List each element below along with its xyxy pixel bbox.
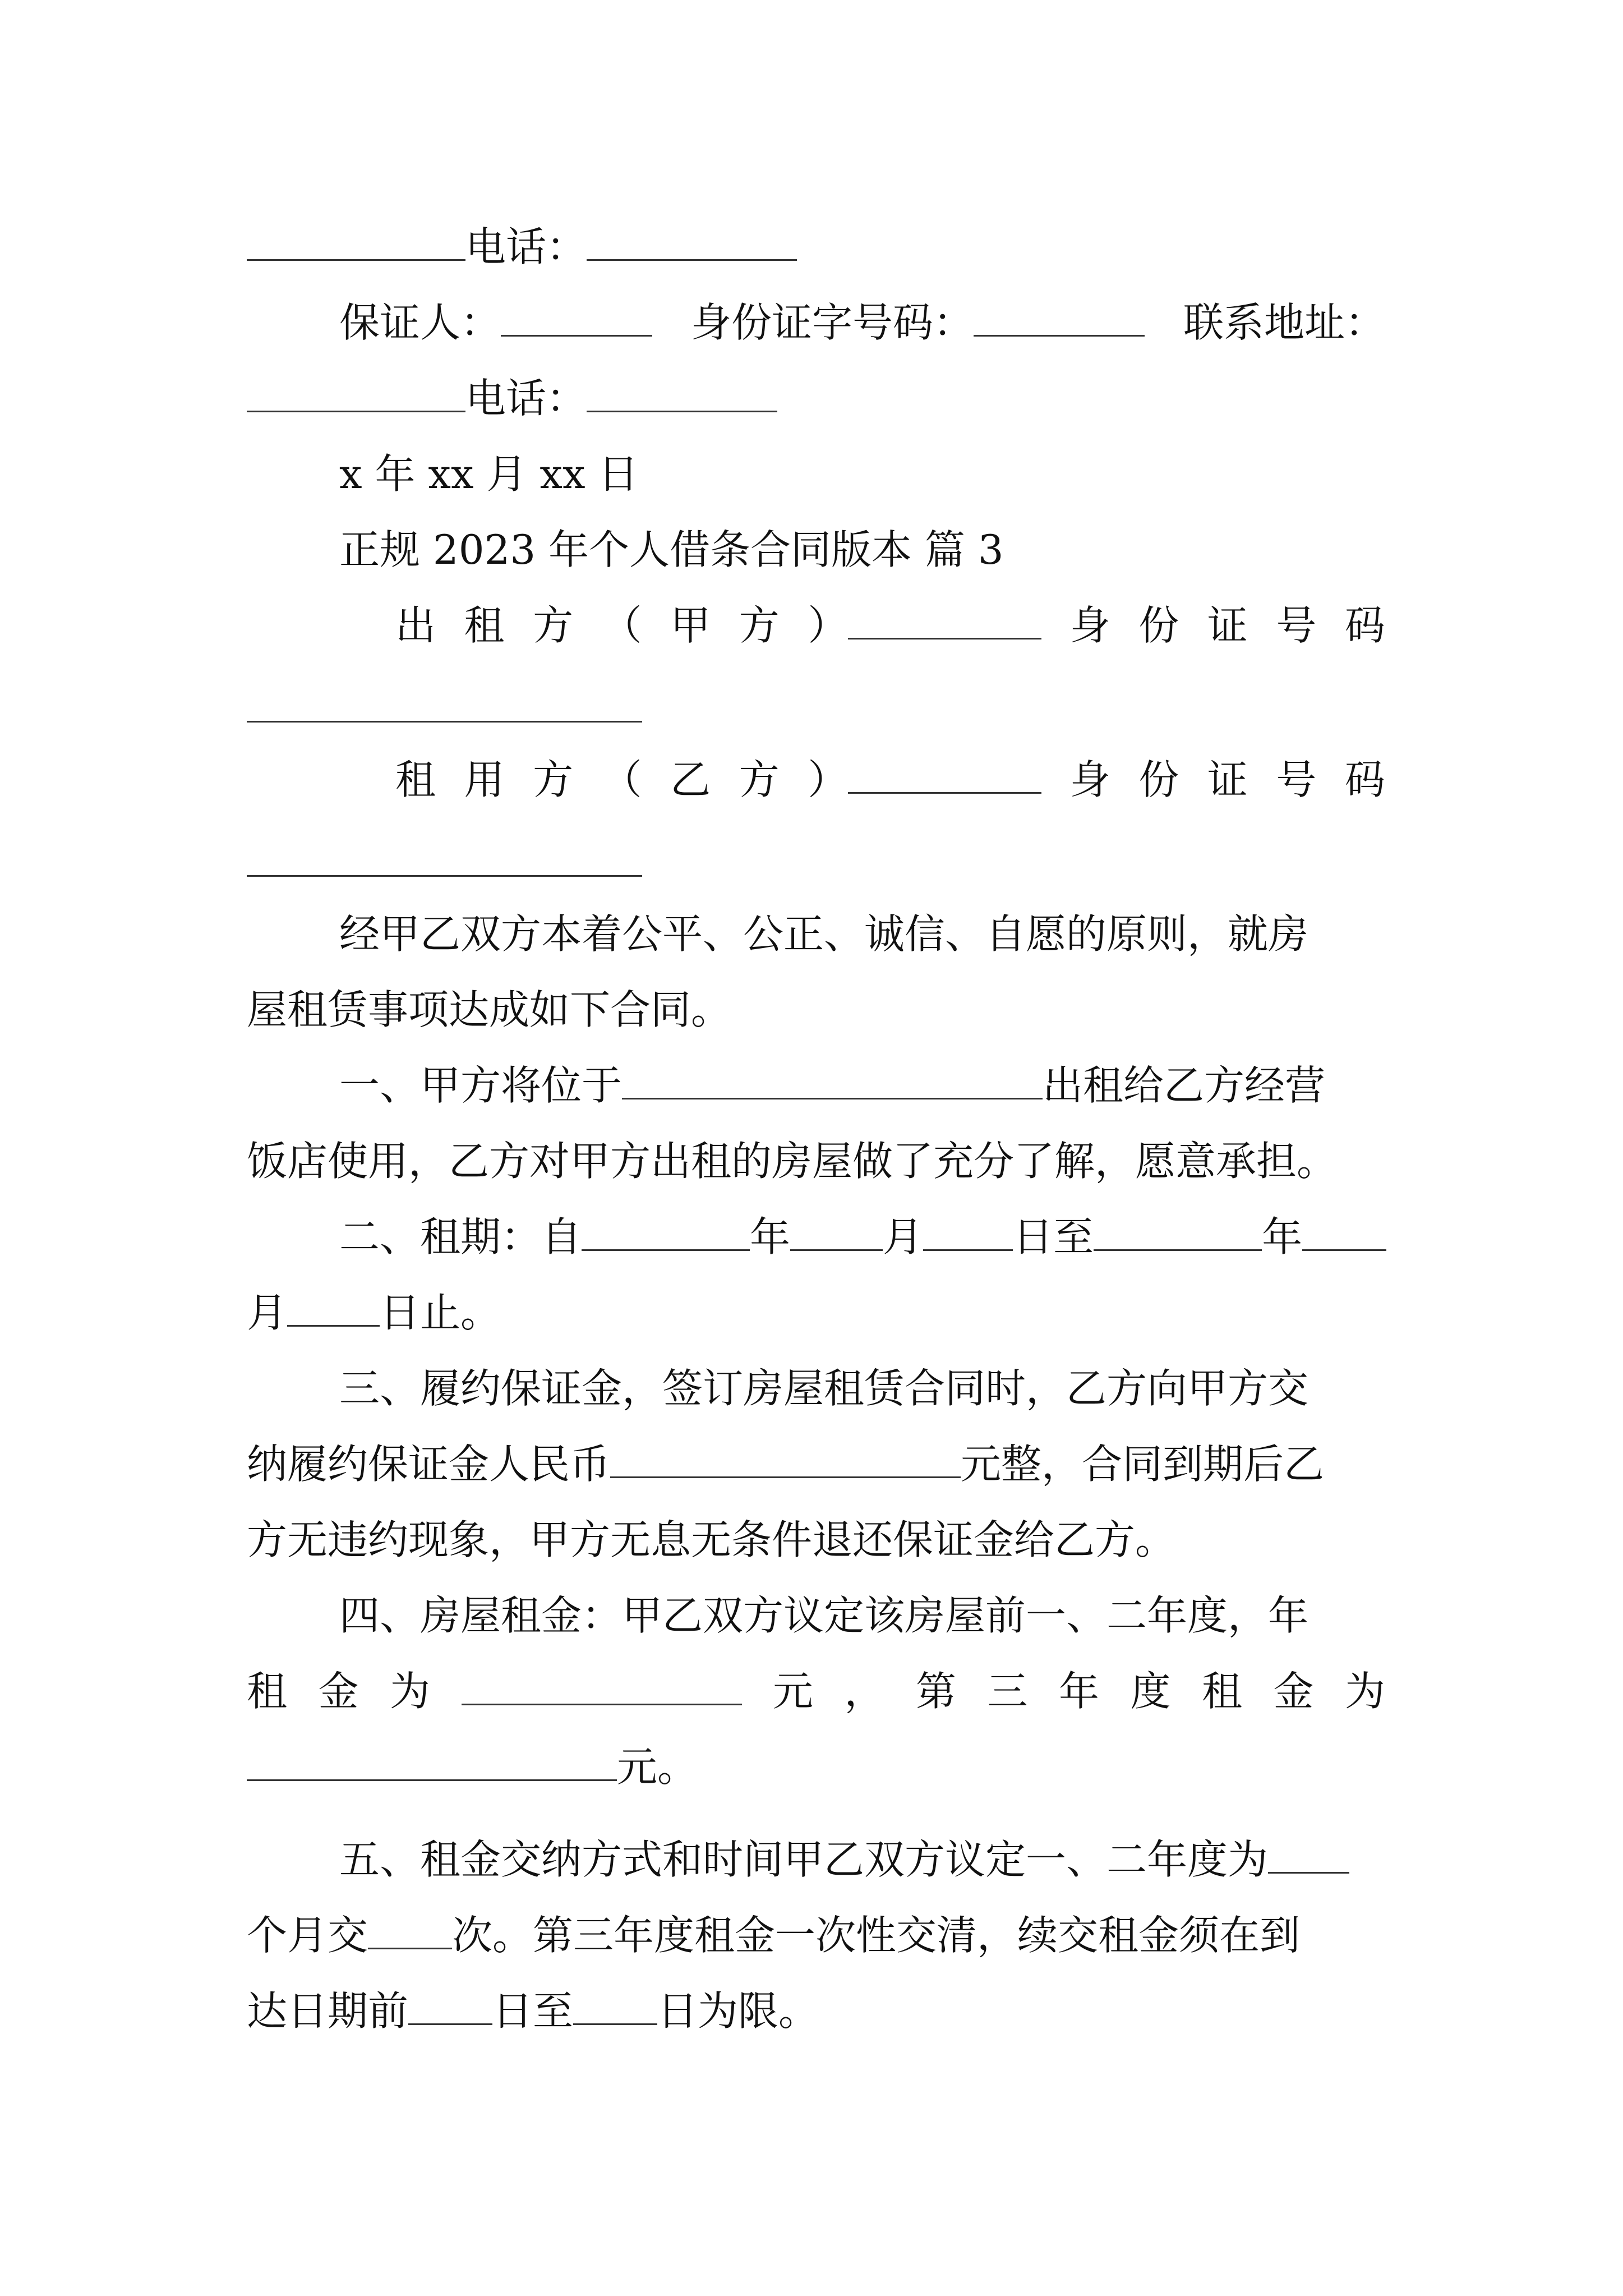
lessor-char: 甲 xyxy=(670,602,711,649)
lessor-char: ） xyxy=(808,602,849,649)
clause-2-text: 二、租期：自 xyxy=(339,1213,582,1260)
guarantor-label: 保证人： xyxy=(339,299,501,346)
clause-2-text: 日止。 xyxy=(380,1289,501,1336)
id-char: 证 xyxy=(1207,756,1248,803)
id-char: 码 xyxy=(1344,602,1385,649)
clause-5-line-3 xyxy=(247,1983,1385,2039)
phone-line-2 xyxy=(247,370,1385,426)
clause-5-text: 日至 xyxy=(492,1987,574,2035)
clause-5-text: 日为限。 xyxy=(657,1987,819,2035)
lessee-id-blank xyxy=(247,875,642,877)
blank-field xyxy=(582,1213,750,1251)
clause-4-char: 金 xyxy=(318,1668,359,1715)
blank-field xyxy=(1268,1836,1349,1874)
blank-field xyxy=(790,1213,883,1251)
id-char: 码 xyxy=(1344,756,1385,803)
phone-line-1 xyxy=(247,219,1385,275)
blank-field xyxy=(974,299,1145,337)
blank-field xyxy=(848,756,1041,794)
clause-4-char: 租 xyxy=(1201,1668,1242,1715)
section-heading: 正规 2023 年个人借条合同版本 篇 3 xyxy=(339,526,1004,573)
clause-5-text: 个月交 xyxy=(247,1912,368,1959)
blank-field xyxy=(923,1213,1013,1251)
clause-1-text: 出租给乙方经营 xyxy=(1043,1062,1326,1109)
clause-5-line-2 xyxy=(247,1907,1385,1963)
clause-4-char: 三 xyxy=(987,1668,1028,1715)
intro-line-2: 屋租赁事项达成如下合同。 xyxy=(247,986,732,1033)
clause-4-char: 度 xyxy=(1130,1668,1171,1715)
id-char: 号 xyxy=(1276,602,1317,649)
id-char: 份 xyxy=(1138,756,1179,803)
id-char: 号 xyxy=(1276,756,1317,803)
lessee-char: 用 xyxy=(464,756,505,803)
clause-4-char: 租 xyxy=(247,1668,288,1715)
guarantor-line xyxy=(339,295,1385,351)
lessee-char: 租 xyxy=(395,756,436,803)
clause-4-char: 金 xyxy=(1273,1668,1314,1715)
blank-field xyxy=(287,1289,380,1327)
lessor-char: 方 xyxy=(533,602,574,649)
clause-2-text: 月 xyxy=(247,1289,288,1336)
blank-field xyxy=(848,602,1041,639)
intro-line-1: 经甲乙双方本着公平、公正、诚信、自愿的原则，就房 xyxy=(339,910,1309,958)
lessee-char: （ xyxy=(601,756,642,803)
clause-5-text: 达日期前 xyxy=(247,1987,409,2035)
lessor-id-blank xyxy=(247,721,642,723)
lessor-char: 出 xyxy=(395,602,436,649)
blank-field xyxy=(587,375,777,412)
clause-3-text: 元整，合同到期后乙 xyxy=(961,1441,1325,1488)
clause-1-text: 一、甲方将位于 xyxy=(339,1062,623,1109)
blank-field xyxy=(610,1441,961,1478)
lessee-char: 方 xyxy=(533,756,574,803)
clause-4-line-2 xyxy=(247,1663,1385,1719)
id-number-label: 身份证字号码： xyxy=(690,299,974,346)
clause-2-text: 月 xyxy=(883,1213,924,1260)
clause-4-char: ， xyxy=(844,1668,885,1715)
clause-4-char: 为 xyxy=(1344,1668,1385,1715)
lessor-char: （ xyxy=(601,602,642,649)
id-char: 身 xyxy=(1069,602,1110,649)
id-char: 身 xyxy=(1069,756,1110,803)
clause-4-line-3 xyxy=(247,1739,1385,1795)
blank-field xyxy=(368,1912,452,1949)
blank-field xyxy=(462,1668,742,1705)
clause-4-text: 元。 xyxy=(617,1743,698,1791)
clause-2-line-1 xyxy=(339,1209,1385,1265)
clause-3-line-2 xyxy=(247,1436,1385,1492)
blank-field xyxy=(622,1062,1043,1099)
clause-3-text: 纳履约保证金人民币 xyxy=(247,1441,611,1488)
clause-1-line-2: 饭店使用，乙方对甲方出租的房屋做了充分了解，愿意承担。 xyxy=(247,1138,1338,1185)
blank-field xyxy=(1302,1213,1386,1251)
lessor-char: 方 xyxy=(739,602,780,649)
clause-3-line-3: 方无违约现象，甲方无息无条件退还保证金给乙方。 xyxy=(247,1516,1176,1563)
lessee-char: ） xyxy=(808,756,849,803)
lessee-char: 方 xyxy=(739,756,780,803)
blank-field xyxy=(408,1987,492,2025)
blank-field xyxy=(587,223,797,261)
id-char: 证 xyxy=(1207,602,1248,649)
clause-5-line-1 xyxy=(339,1832,1385,1888)
blank-field xyxy=(573,1987,657,2025)
phone-label: 电话： xyxy=(465,223,587,270)
date-line: x 年 xx 月 xx 日 xyxy=(339,450,639,498)
clause-2-line-2 xyxy=(247,1285,1385,1341)
lessor-char: 租 xyxy=(464,602,505,649)
lessor-line xyxy=(395,597,1385,654)
lessee-char: 乙 xyxy=(670,756,711,803)
blank-field xyxy=(1094,1213,1262,1251)
clause-4-char: 元 xyxy=(772,1668,813,1715)
clause-5-text: 五、租金交纳方式和时间甲乙双方议定一、二年度为 xyxy=(339,1836,1269,1883)
blank-field xyxy=(247,223,465,261)
clause-4-char: 第 xyxy=(915,1668,956,1715)
phone-label: 电话： xyxy=(465,375,587,422)
blank-field xyxy=(247,1743,617,1781)
lessee-line xyxy=(395,752,1385,808)
clause-2-text: 日至 xyxy=(1013,1213,1094,1260)
clause-4-char: 为 xyxy=(390,1668,431,1715)
blank-field xyxy=(247,375,465,412)
id-char: 份 xyxy=(1138,602,1179,649)
address-label: 联系地址： xyxy=(1183,299,1385,346)
clause-5-text: 次。第三年度租金一次性交清，续交租金须在到 xyxy=(452,1912,1301,1959)
blank-field xyxy=(501,299,652,337)
clause-4-line-1: 四、房屋租金：甲乙双方议定该房屋前一、二年度，年 xyxy=(339,1592,1309,1639)
clause-1-line-1 xyxy=(339,1057,1385,1114)
clause-3-line-1: 三、履约保证金，签订房屋租赁合同时，乙方向甲方交 xyxy=(339,1365,1309,1412)
clause-4-char: 年 xyxy=(1058,1668,1099,1715)
clause-2-text: 年 xyxy=(1262,1213,1303,1260)
clause-2-text: 年 xyxy=(750,1213,791,1260)
